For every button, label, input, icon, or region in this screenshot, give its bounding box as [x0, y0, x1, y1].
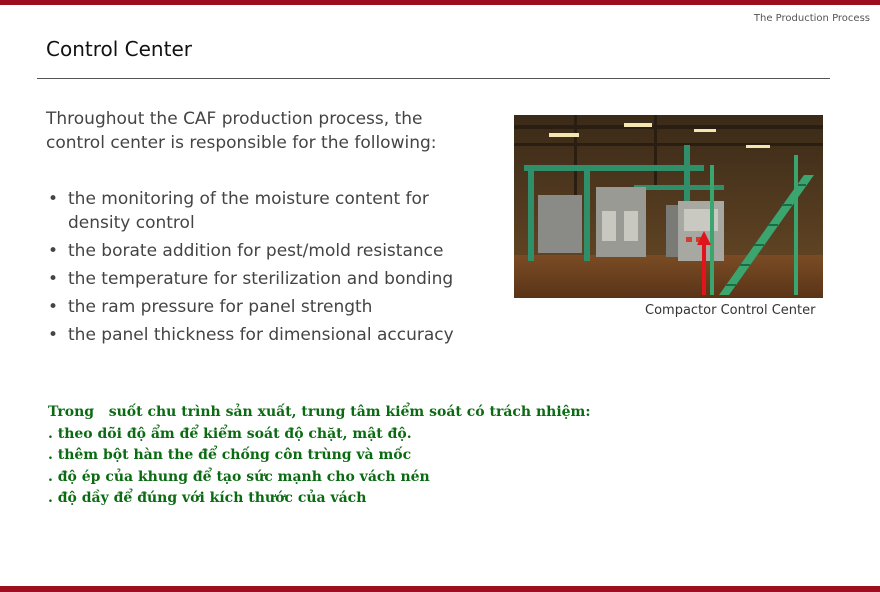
list-item: • the ram pressure for panel strength [48, 297, 373, 317]
list-item: • the borate addition for pest/mold resistance [48, 241, 444, 261]
list-item-text: the ram pressure for panel strength [68, 297, 373, 317]
list-item: • the temperature for sterilization and bonding [48, 269, 454, 289]
bottom-accent-bar [0, 586, 880, 592]
vietnamese-line: . độ ép của khung để tạo sức mạnh cho vách nén [48, 468, 430, 485]
top-accent-bar [0, 0, 880, 5]
vietnamese-line: . độ dầy để đúng với kích thước của vách [48, 490, 367, 506]
vietnamese-line: Trong suốt chu trình sản xuất, trung tâm kiểm soát có trách nhiệm: [48, 404, 591, 420]
title-divider [37, 78, 830, 79]
list-item-text: the temperature for sterilization and bonding [68, 269, 454, 289]
list-item-text: the borate addition for pest/mold resistance [68, 241, 444, 261]
photo-caption: Compactor Control Center [645, 303, 816, 318]
vietnamese-line: . thêm bột hàn the để chống côn trùng và mốc [48, 447, 412, 463]
compactor-photo [514, 115, 823, 298]
list-item-text: the monitoring of the moisture content for density control [68, 189, 429, 233]
list-item: • the monitoring of the moisture content for density control [48, 189, 429, 233]
vietnamese-translation [48, 402, 668, 510]
slide-title: Control Center [46, 37, 192, 61]
list-item-text: the panel thickness for dimensional accuracy [68, 325, 454, 345]
list-item: • the panel thickness for dimensional accuracy [48, 325, 454, 345]
section-label: The Production Process [753, 13, 870, 24]
responsibility-list [46, 187, 486, 351]
intro-paragraph: Throughout the CAF production process, the control center is responsible for the following: [46, 109, 437, 153]
vietnamese-line: . theo dõi độ ẩm để kiểm soát độ chặt, mật độ. [48, 425, 412, 442]
